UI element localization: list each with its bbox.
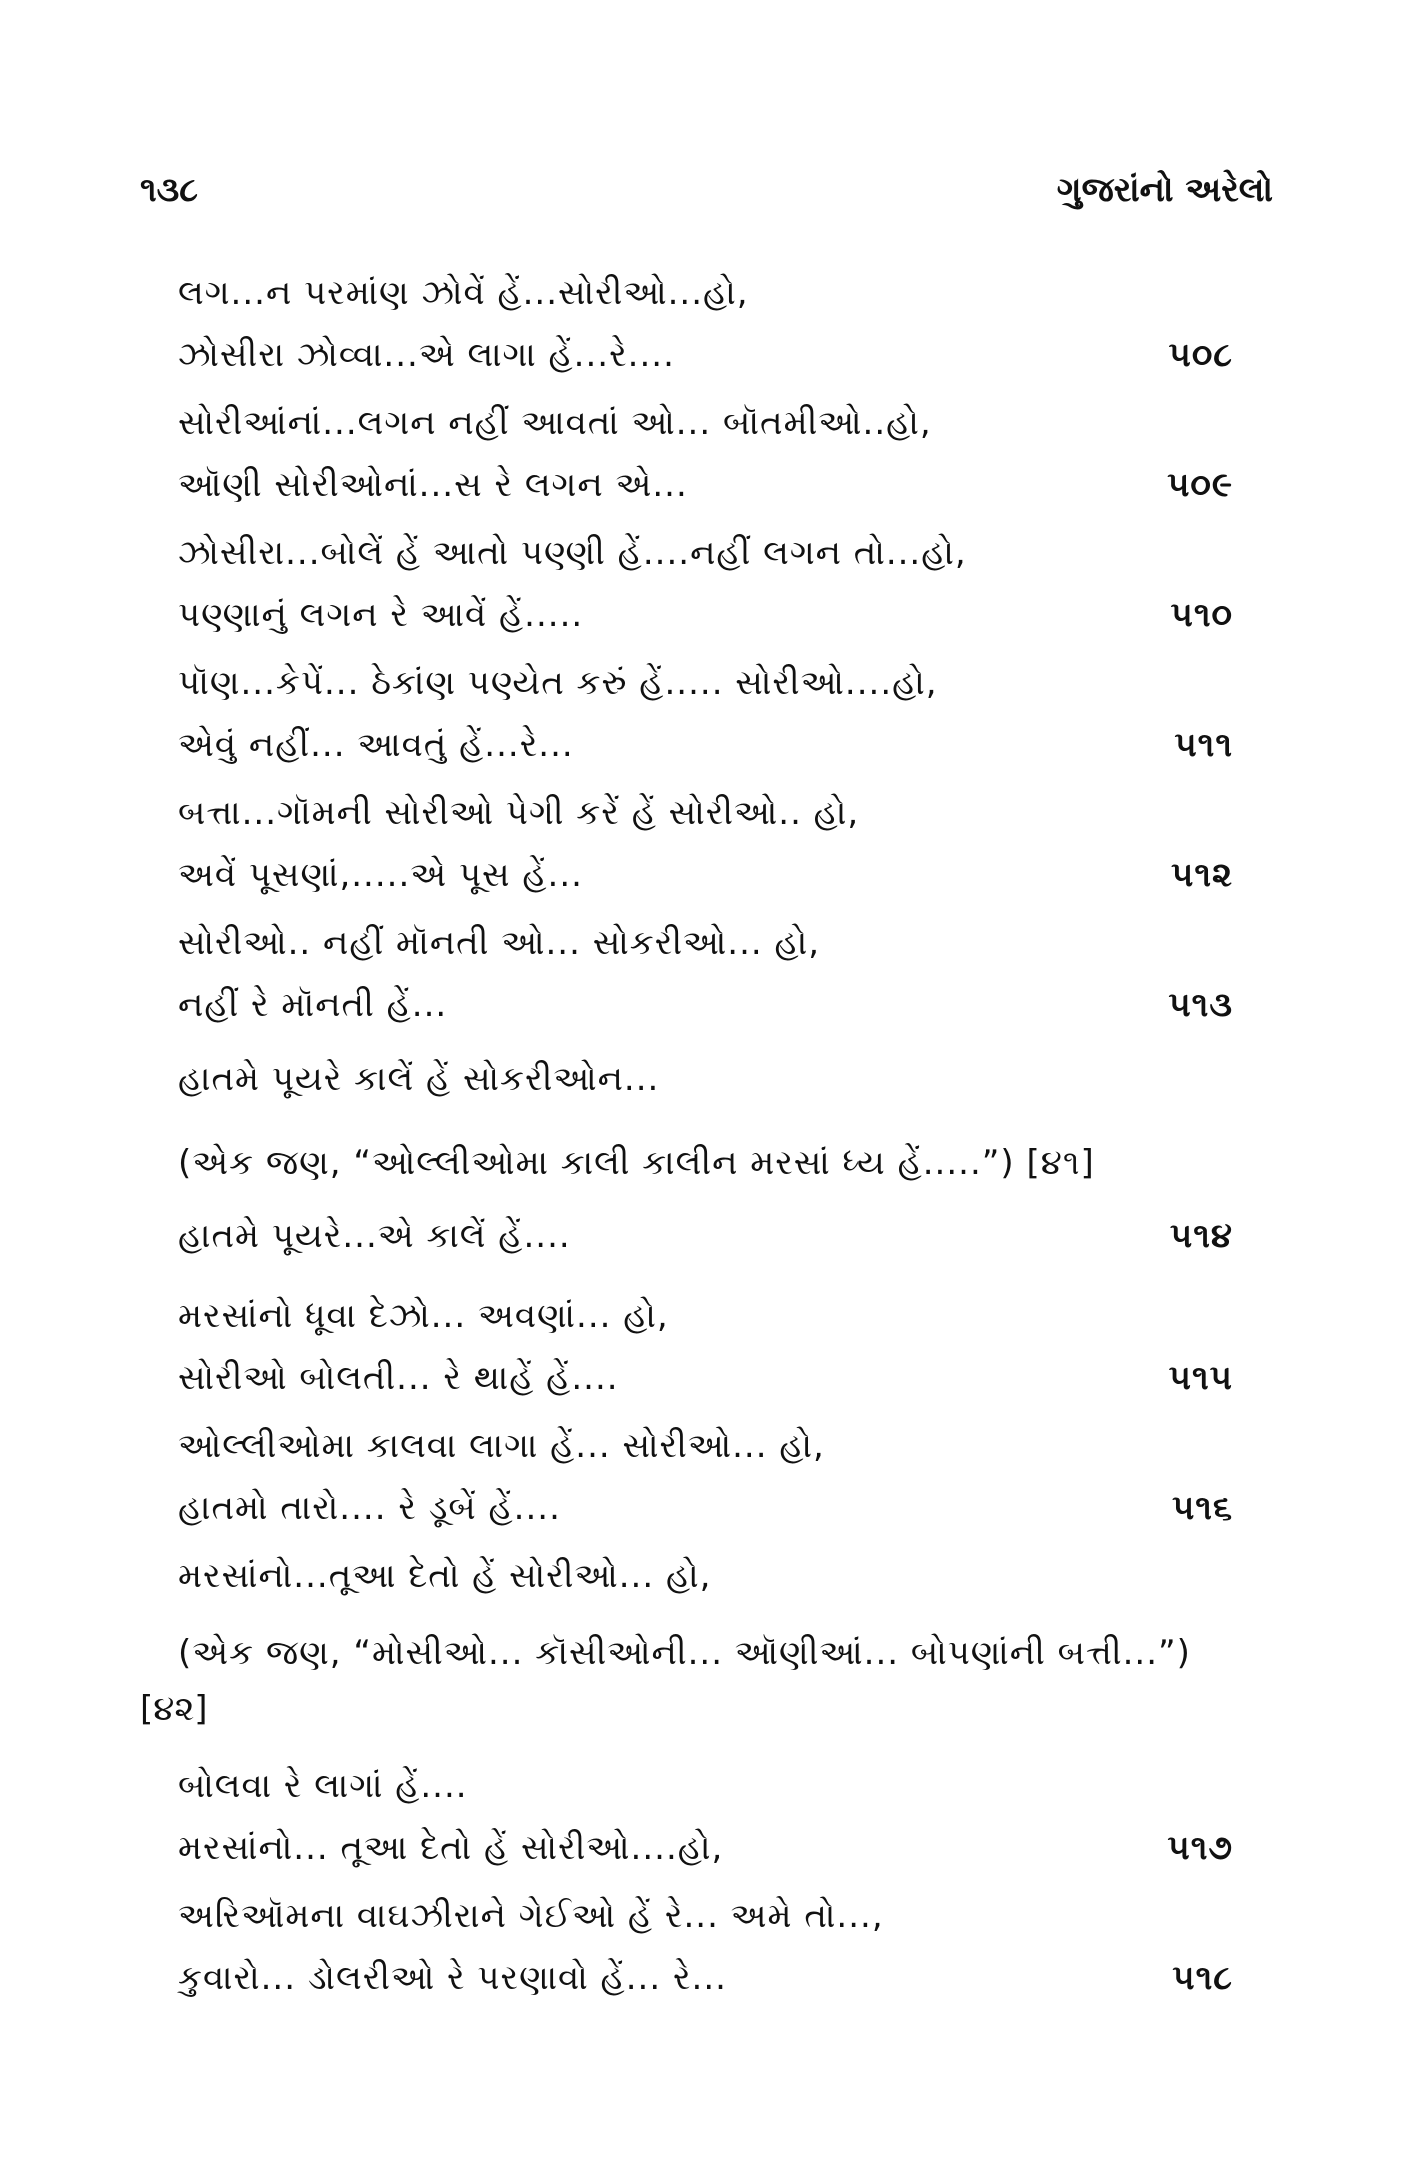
verse-number: ૫૧૨: [1171, 855, 1233, 895]
stanza-line: પણ્ણાનું લગન રે આવેં હેં.....: [178, 595, 584, 635]
aside-note: (એક જણ, “ઓલ્લીઓમા કાલી કાલીન મરસાં ધ્ય હેં.....”) [૪૧]: [178, 1143, 1095, 1183]
verse-number: ૫૧૮: [1172, 1958, 1233, 1998]
verse-number: ૫૦૯: [1167, 465, 1233, 505]
stanza-line: સોરીઆંનાં...લગન નહીં આવતાં ઓ... બૉતમીઓ..હો,: [178, 403, 932, 443]
stanza-line: બોલવા રે લાગાં હેં....: [178, 1766, 468, 1806]
book-title: ગુજરાંનો અરેલો: [1056, 170, 1273, 210]
verse-number: ૫૧૭: [1167, 1828, 1233, 1868]
verse-number: ૫૧૫: [1168, 1358, 1233, 1398]
text-line: મરસાંનો...તૂઆ દેતો હેં સોરીઓ... હો,: [178, 1556, 712, 1596]
stanza-514: [178, 1205, 1278, 1267]
page-number: ૧૩૮: [140, 170, 199, 210]
verse-number: ૫૧૦: [1170, 595, 1233, 635]
stanza-line: હાતમો તારો.... રે ડૂબેં હેં....: [178, 1488, 561, 1528]
stanza-line: પૉણ...કેપેં... ઠેકાંણ પણ્યેત કરું હેં..... સોરીઓ....હો,: [178, 663, 938, 703]
stanza-508: [178, 262, 1278, 386]
stanza-line: મરસાંનો ધૂવા દેઝો... અવણાં... હો,: [178, 1296, 669, 1336]
stanza-line: કુવારો... ડોલરીઓ રે પરણાવો હેં... રે...: [178, 1958, 727, 1998]
verse-number: ૫૧૬: [1171, 1488, 1233, 1528]
aside-reference: [૪૨]: [140, 1689, 208, 1729]
stanza-line: લગ...ન પરમાંણ ઝોવેં હેં...સોરીઓ...હો,: [178, 273, 749, 313]
stanza-line: સોરીઓ.. નહીં મૉનતી ઓ... સોકરીઓ... હો,: [178, 923, 821, 963]
stanza-line: ઓલ્લીઓમા કાલવા લાગા હેં... સોરીઓ... હો,: [178, 1426, 825, 1466]
verse-number: ૫૧૧: [1174, 725, 1233, 765]
verse-number: ૫૦૮: [1168, 335, 1233, 375]
stanza-515: [178, 1285, 1278, 1409]
running-head: [140, 170, 1273, 230]
stanza-511: [178, 652, 1278, 776]
stanza-line: હાતમે પૂયરે...એ કાલેં હેં....: [178, 1216, 571, 1256]
stanza-line: ઝોસીરા...બોલેં હેં આતો પણ્ણી હેં....નહીં લગન તો...હો,: [178, 533, 967, 573]
stanza-513: [178, 912, 1278, 1036]
stanza-line: એવું નહીં... આવતું હેં...રે...: [178, 725, 574, 765]
stanza-line: બત્તા...ગૉમની સોરીઓ પેગી કરેં હેં સોરીઓ.. હો,: [178, 793, 860, 833]
stanza-518: [178, 1885, 1278, 2009]
stanza-517: [178, 1755, 1278, 1879]
stanza-line: નહીં રે મૉનતી હેં...: [178, 985, 448, 1025]
text-line: હાતમે પૂયરે કાલેં હેં સોકરીઓન...: [178, 1059, 660, 1099]
stanza-line: અરિઑમના વાઘઝીરાને ગેઈઓ હેં રે... અમે તો...,: [178, 1896, 884, 1936]
verse-number: ૫૧૩: [1168, 985, 1233, 1025]
aside-note: (એક જણ, “મોસીઓ... કૉસીઓની... ઑણીઆં... બોપણાંની બત્તી...”): [178, 1633, 1191, 1673]
stanza-510: [178, 522, 1278, 646]
verse-number: ૫૧૪: [1169, 1216, 1233, 1256]
stanza-516: [178, 1415, 1278, 1539]
stanza-line: ઝોસીરા ઝોવ્વા...એ લાગા હેં...રે....: [178, 335, 675, 375]
stanza-line: મરસાંનો... તૂઆ દેતો હેં સોરીઓ....હો,: [178, 1828, 724, 1868]
stanza-line: સોરીઓ બોલતી... રે થાહેં હેં....: [178, 1358, 619, 1398]
stanza-line: અવેં પૂસણાં,.....એ પૂસ હેં...: [178, 855, 583, 895]
stanza-line: ઑણી સોરીઓનાં...સ રે લગન એ...: [178, 465, 688, 505]
stanza-512: [178, 782, 1278, 906]
stanza-509: [178, 392, 1278, 516]
